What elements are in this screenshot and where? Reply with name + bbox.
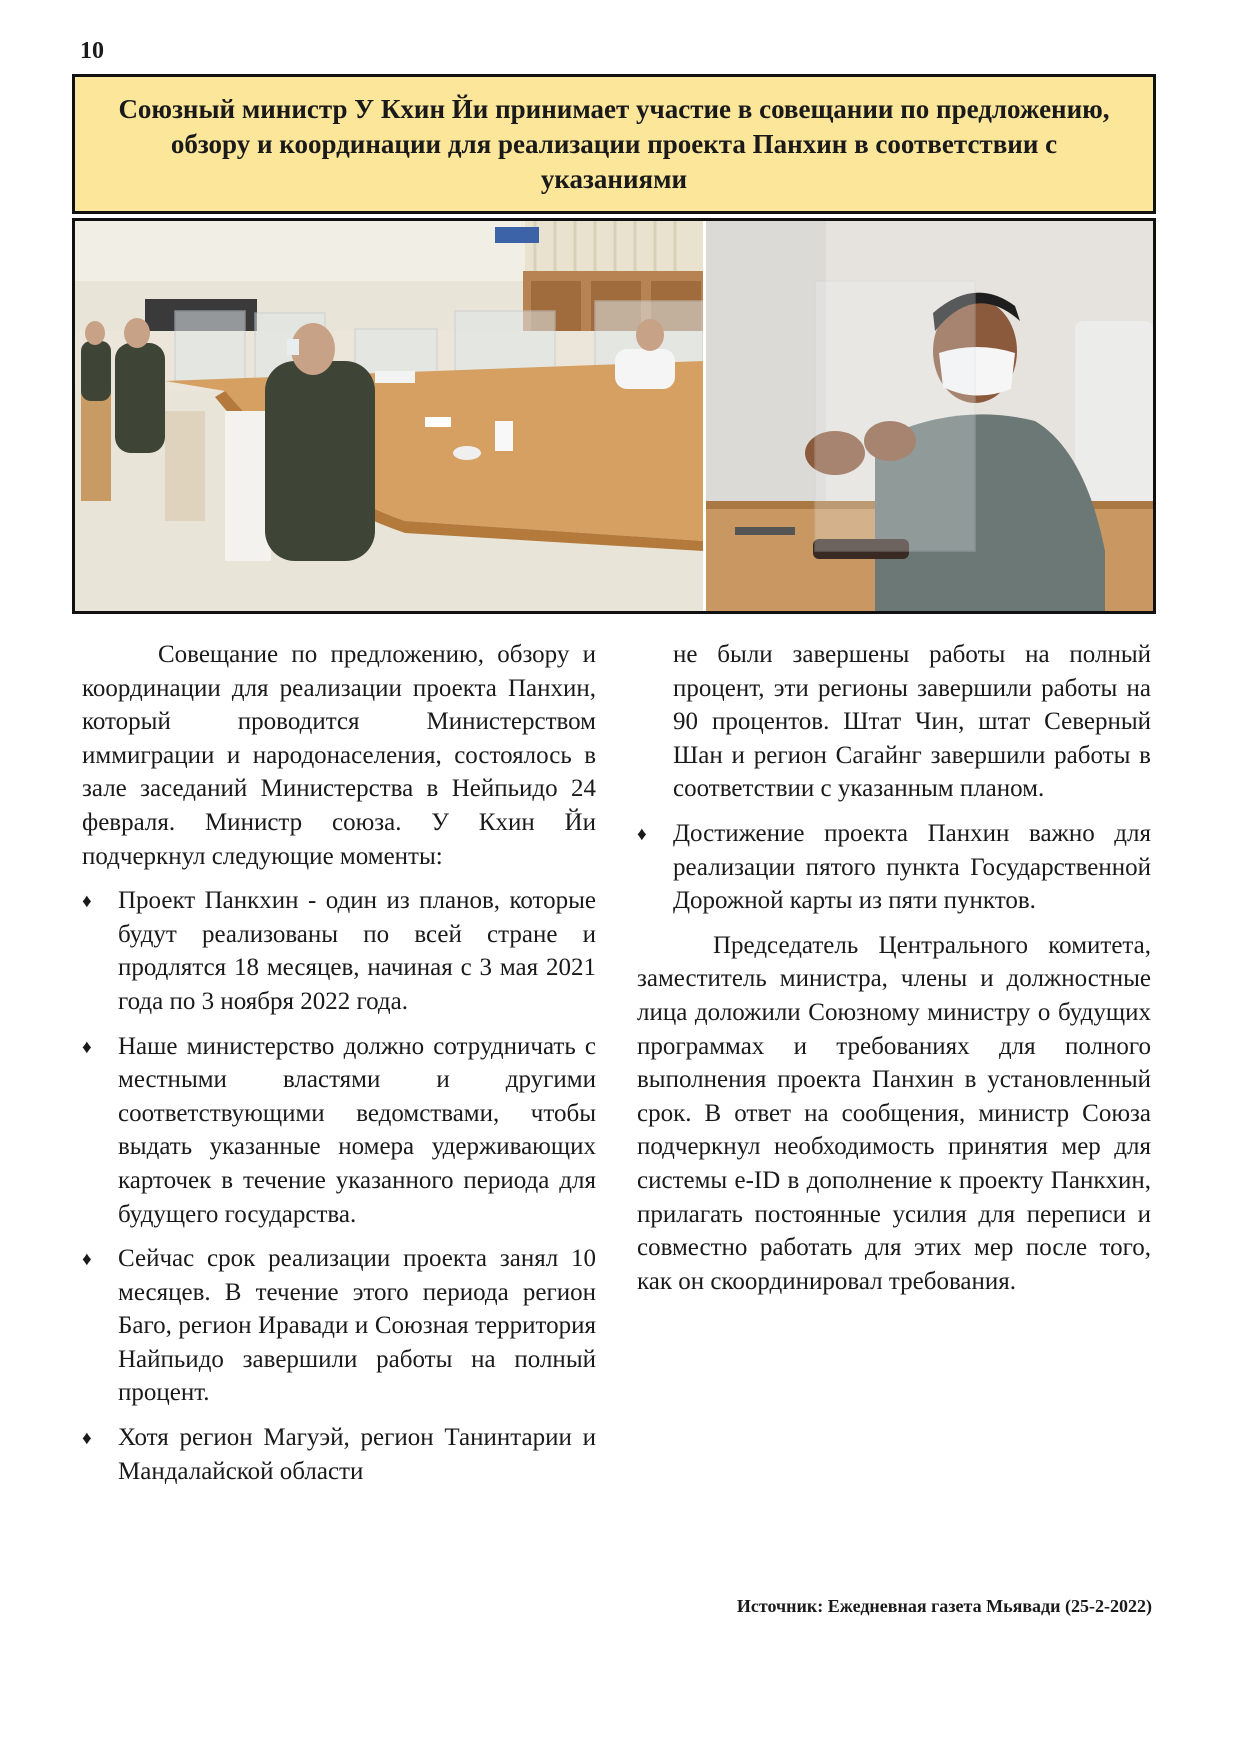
bullet-text: Проект Панкхин - один из планов, которые будут реализованы по всей стране и продлятся 18 месяцев, начиная с 3 мая 2021 года по 3 ноября 2022 года.	[118, 887, 596, 1015]
page-number: 10	[80, 38, 104, 64]
diamond-bullet-icon: ♦	[82, 891, 92, 913]
source-credit: Источник: Ежедневная газета Мьявади (25-2-2022)	[736, 1596, 1152, 1616]
photo-collage	[72, 218, 1156, 614]
bullet-item	[637, 817, 1151, 918]
headline-box	[72, 74, 1156, 214]
headline: Союзный министр У Кхин Йи принимает участие в совещании по предложению, обзору и координации для реализации проекта Панхин в соответствии с указаниями	[118, 93, 1110, 194]
diamond-bullet-icon: ♦	[82, 1249, 92, 1271]
meeting-photos	[75, 221, 1153, 611]
bullet-text: Хотя регион Магуэй, регион Танинтарии и Мандалайской области	[118, 1424, 596, 1485]
intro-paragraph: Совещание по предложению, обзору и координации для реализации проекта Панхин, который проводится Министерством иммиграции и народонаселения, состоялось в зале заседаний Министерства в Нейпьидо 24 февраля. Министр союза. У Кхин Йи подчеркнул следующие моменты:	[82, 641, 596, 870]
left-column	[82, 638, 596, 1488]
bullet-text: Сейчас срок реализации проекта занял 10 месяцев. В течение этого периода регион Баго, регион Иравади и Союзная территория Найпьидо завершили работы на полный процент.	[118, 1245, 596, 1407]
bullet-item	[82, 884, 596, 1018]
bullet-item	[82, 1421, 596, 1488]
bullet-text: Достижение проекта Панхин важно для реализации пятого пункта Государственной Дорожной карты из пяти пунктов.	[673, 819, 1151, 915]
bullet-text: Наше министерство должно сотрудничать с местными властями и другими соответствующими ведомствами, чтобы выдать указанные номера удерживающих карточек в течение указанного периода для будущего государства.	[118, 1032, 596, 1228]
right-column	[637, 638, 1151, 1298]
closing-paragraph: Председатель Центрального комитета, заместитель министра, члены и должностные лица доложили Союзному министру о будущих программах и требованиях для полного выполнения проекта Панхин в установленный срок. В ответ на сообщения, министр Союза подчеркнул необходимость принятия мер для системы e-ID в дополнение к проекту Панкхин, прилагать постоянные усилия для переписи и совместно работать для этих мер после того, как он скоординировал требования.	[637, 931, 1151, 1295]
diamond-bullet-icon: ♦	[82, 1036, 92, 1058]
minister-photo	[706, 221, 1153, 611]
diamond-bullet-icon: ♦	[82, 1428, 92, 1450]
meeting-room-photo	[75, 221, 703, 611]
bullet-item	[82, 1242, 596, 1410]
diamond-bullet-icon: ♦	[637, 823, 647, 845]
bullet-continuation: не были завершены работы на полный процент, эти регионы завершили работы на 90 процентов. Штат Чин, штат Северный Шан и регион Сагайнг завершили работы в соответствии с указанным планом.	[673, 641, 1151, 803]
bullet-item	[82, 1030, 596, 1232]
